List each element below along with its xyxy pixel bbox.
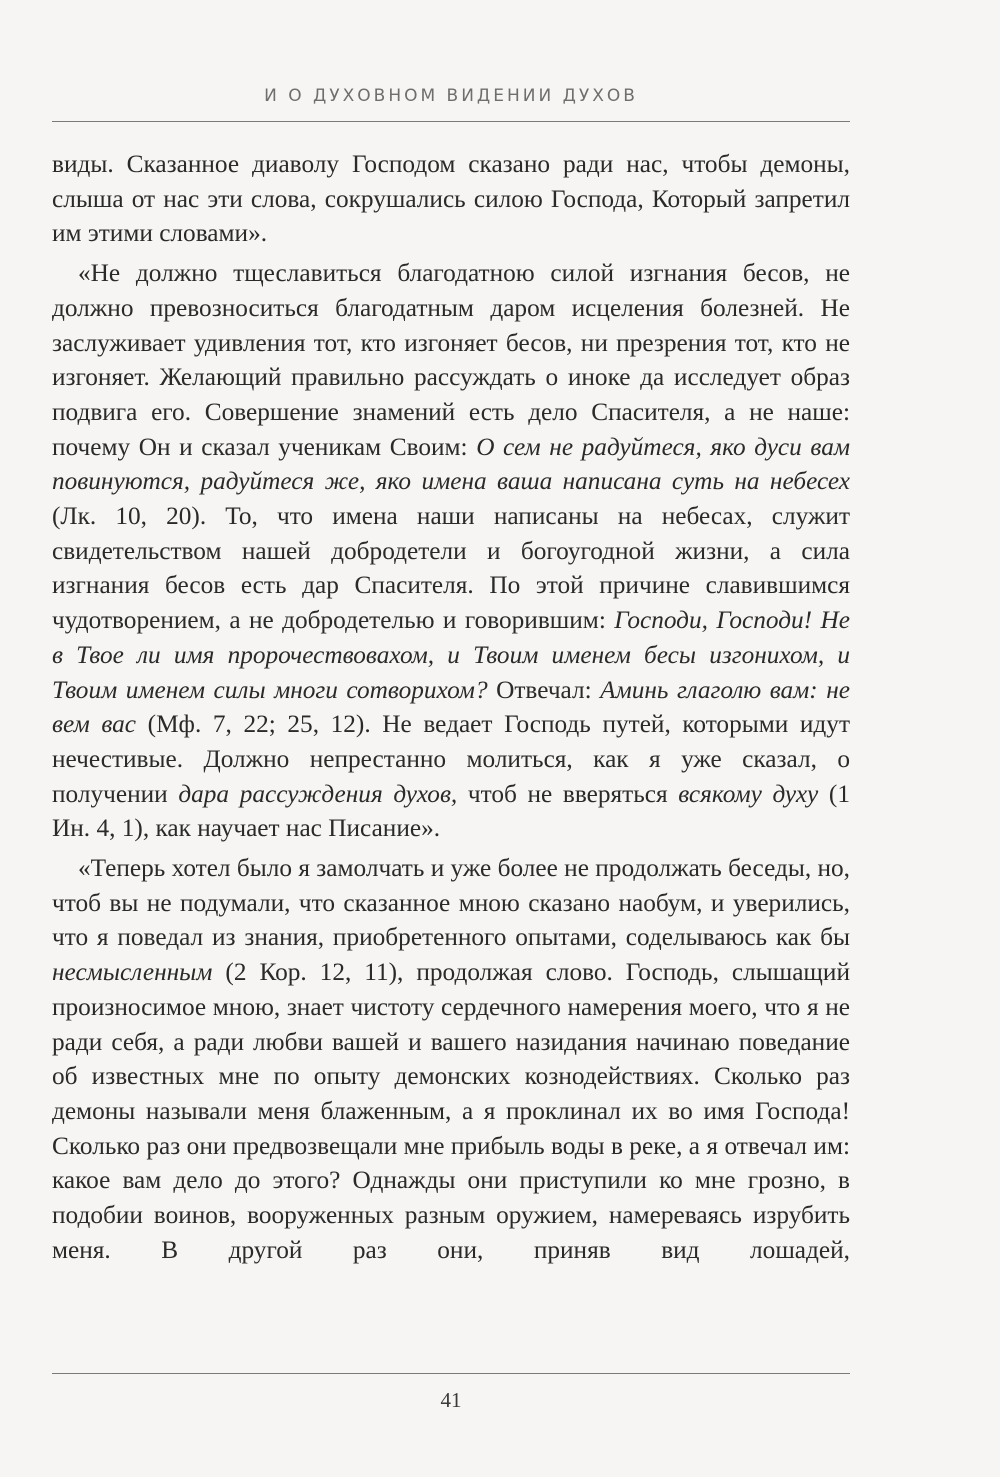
paragraph-2-text-3: Отвечал: [487, 675, 601, 704]
body-text [52, 147, 850, 1273]
paragraph-2-text-5: чтоб не вверяться [457, 779, 679, 808]
paragraph-2-text-1: «Не должно тщеславиться благодатною силой изгнания бесов, не должно превозноситься благодатным даром исцеления болезней. Не заслуживает удивления тот, кто изгоняет бесов, ни презрения тот, кто не изгоняет. Желающий правильно рассуждать о иноке да исследует образ подвига его. Совершение знамений есть дело Спасителя, а не наше: почему Он и сказал ученикам Своим: [52, 259, 850, 461]
paragraph-1 [52, 147, 850, 251]
paragraph-3-text-2: (2 Кор. 12, 11), продолжая слово. Господь, слышащий произносимое мною, знает чистоту сердечного намерения моего, что я не ради себя, а ради любви вашей и вашего назидания начинаю поведание об известных мне по опыту демонских кознодействиях. Сколько раз демоны называли меня блаженным, а я проклинал их во имя Господа! Сколько раз они предвозвещали мне прибыль воды в реке, а я отвечал им: какое вам дело до этого? Однажды они приступили ко мне грозно, в подобии воинов, вооруженных разным оружием, намереваясь изрубить меня. В другой раз они, приняв вид лошадей, [52, 958, 850, 1264]
italic-phrase-6: несмысленным [52, 958, 213, 987]
footer-rule [52, 1373, 850, 1374]
scripture-quote-1: О сем не радуйтеся, яко дуси вам повинуются, радуйтеся же, яко имена ваша написана суть на небесех [52, 432, 851, 496]
scripture-quote-2: Господи, Господи! Не в Твое ли имя пророчествовахом, и Твоим именем бесы изгонихом, и Твоим именем силы многи сотворихом? [52, 606, 850, 704]
paragraph-1-text: виды. Сказанное диаволу Господом сказано ради нас, чтобы демоны, слыша от нас эти слова, сокрушались силою Господа, Который запретил им этими словами». [52, 150, 850, 248]
paragraph-2-text-6: (1 Ин. 4, 1), как научает нас Писание». [52, 779, 850, 843]
paragraph-2-text-4: (Мф. 7, 22; 25, 12). Не ведает Господь путей, которыми идут нечестивые. Должно непрестанно молиться, как я уже сказал, о получении [52, 710, 850, 808]
italic-phrase-5: всякому духу [678, 779, 819, 808]
italic-phrase-4: дара рассуждения духов, [178, 779, 458, 808]
paragraph-3-text-1: «Теперь хотел было я замолчать и уже более не продолжать беседы, но, чтоб вы не подумали, что сказанное мною сказано наобум, и уверились, что я поведал из знания, приобретенного опытами, соделываюсь как бы [52, 854, 850, 952]
running-title: И О ДУХОВНОМ ВИДЕНИИ ДУХОВ [264, 86, 638, 106]
page-number: 41 [440, 1388, 462, 1412]
paragraph-2-text-2: (Лк. 10, 20). То, что имена наши написаны на небесах, служит свидетельством нашей добродетели и богоугодной жизни, а сила изгнания бесов есть дар Спасителя. По этой причине славившимся чудотворением, а не добродетелью и говорившим: [52, 502, 850, 635]
scripture-quote-3: Аминь глаголю вам: не вем вас [52, 675, 850, 739]
paragraph-2 [52, 256, 850, 846]
header-rule [52, 121, 850, 122]
paragraph-3 [52, 851, 850, 1267]
